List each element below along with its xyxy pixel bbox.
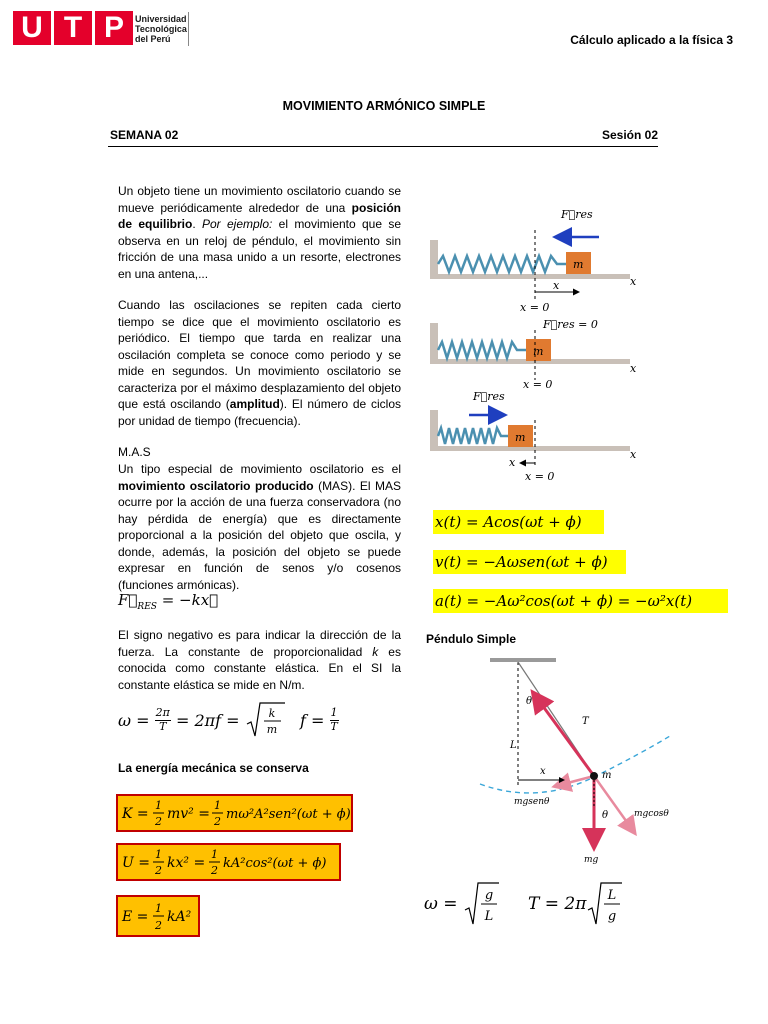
formula-pendulum-period: T = 2π L g — [528, 880, 622, 928]
label-fres-zero: F⃗res = 0 — [543, 318, 598, 331]
paragraph-mas: Un tipo especial de movimiento oscilatorio es el movimiento oscilatorio producido (MAS). El MAS ocurre por la acción de una fuerza conservadora (no hay pérdida de energía) que es directamente proporcional a la posición del objeto que oscila, y donde, además, la posición del objeto se puede expresar en función de senos y/o cosenos (funciones armónicas). — [118, 462, 401, 592]
svg-text:L: L — [608, 888, 617, 903]
paragraph-periodic: Cuando las oscilaciones se repiten cada cierto tiempo se dice que el movimiento oscilatorio es periódico. El tiempo que tarda en realizar una oscilación completa se conoce como periodo y se mide en segundos. Un movimiento oscilatorio se caracteriza por el máximo desplazamiento del objeto que está oscilando (amplitud). El número de ciclos por unidad de tiempo (frecuencia). — [118, 298, 401, 428]
energy-heading: La energía mecánica se conserva — [118, 761, 309, 775]
svg-text:mω²A²sen²(ωt + ϕ): mω²A²sen²(ωt + ϕ) — [226, 807, 351, 822]
label-mass: m — [602, 770, 612, 781]
arc-path — [480, 736, 670, 793]
formula-mechanical-energy — [116, 895, 200, 937]
svg-text:L: L — [484, 909, 494, 924]
spring-mass-figure — [425, 200, 657, 490]
paragraph-sign: El signo negativo es para indicar la dirección de la fuerza. La constante de proporcionalidad k es conocida como constante elástica. En el SI la constante elástica se mide en N/m. — [118, 628, 401, 692]
label-weight: mg — [584, 855, 599, 865]
formula-fres: $F⃗_{RES}$ = −kx⃗ — [118, 591, 219, 612]
svg-text:m: m — [266, 723, 277, 736]
pendulum-support — [490, 658, 556, 662]
axis-x-1: x — [630, 275, 637, 288]
pendulum-bob — [590, 772, 598, 780]
svg-text:kx² =: kx² = — [167, 855, 206, 871]
mas-heading: M.A.S — [118, 445, 151, 459]
svg-text:g: g — [608, 909, 617, 924]
paragraph-intro: Un objeto tiene un movimiento oscilatorio cuando se mueve periódicamente alrededor de una posición de equilibrio. Por ejemplo: el movimiento que se observa en un reloj de péndulo, el movimiento sin fricción de una masa unido a un resorte, electrones en una antena,... — [118, 184, 401, 281]
logo-letter-u: U — [13, 11, 51, 45]
logo-letter-t: T — [54, 11, 92, 45]
svg-text:kA²cos²(ωt + ϕ): kA²cos²(ωt + ϕ) — [223, 856, 327, 871]
formula-acceleration: a(t) = −Aω²cos(ωt + ϕ) = −ω²x(t) — [433, 589, 728, 613]
svg-text:K =: K = — [122, 806, 149, 822]
floor-1 — [430, 274, 630, 279]
formula-velocity: v(t) = −Aωsen(ωt + ϕ) — [433, 550, 626, 574]
label-mg-sin: mgsenθ — [514, 797, 550, 807]
svg-text:1: 1 — [155, 799, 162, 812]
svg-text:2: 2 — [155, 919, 162, 932]
formula-frequency: f = $\frac{1}{T}$ — [300, 706, 338, 733]
svg-text:2: 2 — [155, 815, 162, 828]
logo-text — [135, 14, 187, 44]
formula-potential-energy — [116, 843, 341, 881]
formula-omega: ω = $\frac{2\pi}{T}$ = 2πf = k m — [118, 700, 285, 740]
label-mass-3: m — [515, 431, 526, 444]
label-x0-3: x = 0 — [525, 470, 555, 483]
label-length: L — [510, 740, 517, 751]
svg-text:g: g — [484, 888, 494, 903]
svg-text:1: 1 — [214, 799, 221, 812]
label-fres-1: F⃗res — [561, 208, 593, 221]
svg-text:1: 1 — [155, 848, 162, 861]
spring-1 — [438, 256, 566, 272]
tangential-arrow — [556, 776, 594, 786]
week-label: SEMANA 02 — [110, 128, 179, 142]
svg-text:2: 2 — [155, 864, 162, 877]
logo-separator — [188, 12, 189, 46]
logo-line-1: Universidad — [135, 14, 187, 24]
label-x-1: x — [553, 279, 560, 292]
svg-text:mv² =: mv² = — [167, 806, 210, 822]
svg-text:U =: U = — [122, 855, 150, 871]
label-fres-3: F⃗res — [473, 390, 505, 403]
label-x0-1: x = 0 — [520, 301, 550, 314]
formula-position: x(t) = Acos(ωt + ϕ) — [433, 510, 604, 534]
spring-2 — [438, 342, 526, 358]
axis-x-3: x — [630, 448, 637, 461]
svg-text:E =: E = — [122, 909, 149, 925]
wall-2 — [430, 323, 438, 363]
label-arc-x: x — [540, 766, 546, 777]
label-mass-1: m — [573, 258, 584, 271]
sqrt-k-over-m — [245, 700, 285, 740]
document-title: MOVIMIENTO ARMÓNICO SIMPLE — [282, 99, 486, 113]
label-theta-bottom: θ — [602, 810, 609, 821]
header-rule — [108, 146, 658, 147]
wall-1 — [430, 240, 438, 278]
label-mass-2: m — [533, 345, 544, 358]
normal-arrow — [594, 776, 634, 832]
svg-text:kA²: kA² — [167, 909, 192, 925]
label-x0-2: x = 0 — [523, 378, 553, 391]
svg-text:k: k — [268, 707, 275, 720]
svg-text:1: 1 — [211, 848, 218, 861]
svg-text:2: 2 — [214, 815, 221, 828]
pendulum-figure — [470, 656, 700, 876]
formula-pendulum-omega: ω = g L — [424, 880, 499, 928]
axis-x-2: x — [630, 362, 637, 375]
session-label: Sesión 02 — [601, 128, 658, 142]
tension-arrow — [534, 694, 594, 776]
svg-text:1: 1 — [155, 902, 162, 915]
logo-line-3: del Perú — [135, 34, 171, 44]
label-mg-cos: mgcosθ — [634, 809, 669, 819]
svg-text:2: 2 — [211, 864, 218, 877]
label-x-3: x — [509, 456, 516, 469]
wall-3 — [430, 410, 438, 450]
spring-3 — [438, 428, 508, 444]
formula-kinetic-energy — [116, 794, 353, 832]
label-theta-top: θ — [526, 696, 533, 707]
logo-letter-p: P — [95, 11, 133, 45]
label-tension: T — [582, 716, 589, 727]
logo-line-2: Tecnológica — [135, 24, 187, 34]
course-title: Cálculo aplicado a la física 3 — [570, 33, 733, 47]
pendulum-heading: Péndulo Simple — [426, 632, 517, 646]
